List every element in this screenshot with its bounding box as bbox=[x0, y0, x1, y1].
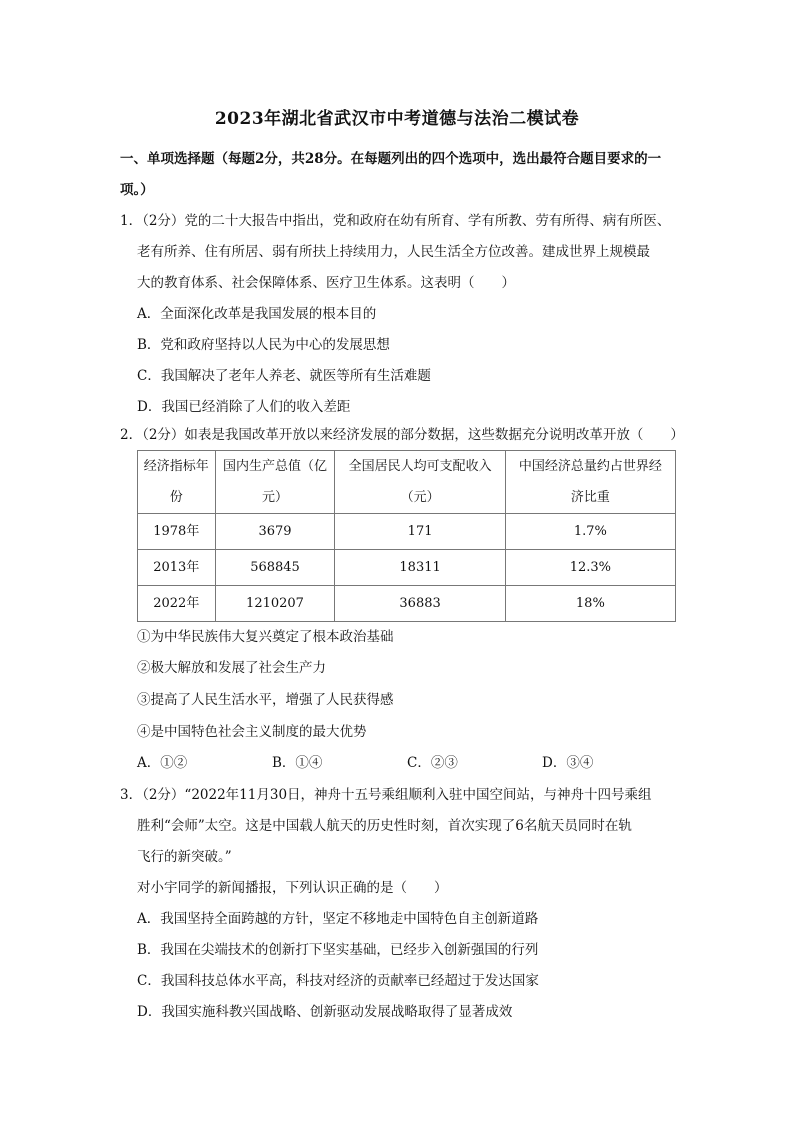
table-cell: 1210207 bbox=[215, 586, 335, 622]
question-1-stem-line-1: 1．（2分）党的二十大报告中指出，党和政府在幼有所育、学有所教、劳有所得、病有所医、 bbox=[120, 213, 671, 229]
question-2-statement-4: ④是中国特色社会主义制度的最大优势 bbox=[137, 724, 367, 740]
table-cell: 18311 bbox=[335, 550, 505, 586]
question-2-option-d: D．③④ bbox=[542, 755, 594, 771]
question-1-stem-line-2: 老有所养、住有所居、弱有所扶上持续用力，人民生活全方位改善。建成世界上规模最 bbox=[137, 244, 650, 260]
table-cell: 171 bbox=[335, 514, 505, 550]
table-cell: 1978年 bbox=[138, 514, 216, 550]
table-header-cell: 全国居民人均可支配收入 （元） bbox=[335, 451, 505, 514]
question-3-stem-line-4: 对小宇同学的新闻播报，下列认识正确的是（ ） bbox=[137, 880, 448, 896]
question-2-options bbox=[137, 748, 677, 779]
question-3-option-d: D．我国实施科教兴国战略、创新驱动发展战略取得了显著成效 bbox=[137, 1004, 513, 1020]
table-cell: 2013年 bbox=[138, 550, 216, 586]
table-header-cell: 国内生产总值（亿 元） bbox=[215, 451, 335, 514]
table-header-cell: 经济指标年 份 bbox=[138, 451, 216, 514]
section-heading: 一、单项选择题（每题2分，共28分。在每题列出的四个选项中，选出最符合题目要求的一项。） bbox=[120, 151, 662, 198]
table-cell: 568845 bbox=[215, 550, 335, 586]
question-1-option-c: C．我国解决了老年人养老、就医等所有生活难题 bbox=[137, 368, 431, 384]
question-3-stem-line-3: 飞行的新突破。” bbox=[137, 849, 232, 865]
table-row bbox=[138, 550, 676, 586]
question-2-option-c: C．②③ bbox=[407, 755, 458, 771]
question-1-option-b: B．党和政府坚持以人民为中心的发展思想 bbox=[137, 337, 390, 353]
table-cell: 18% bbox=[505, 586, 675, 622]
question-3-stem-line-1: 3．（2分）“2022年11月30日，神舟十五号乘组顺利入驻中国空间站，与神舟十四号乘组 bbox=[120, 787, 652, 803]
table-cell: 36883 bbox=[335, 586, 505, 622]
table-row bbox=[138, 514, 676, 550]
table-cell: 1.7% bbox=[505, 514, 675, 550]
question-1-stem-line-3: 大的教育体系、社会保障体系、医疗卫生体系。这表明（ ） bbox=[137, 275, 515, 291]
question-3-stem-line-2: 胜利“会师”太空。这是中国载人航天的历史性时刻，首次实现了6名航天员同时在轨 bbox=[137, 818, 632, 834]
question-2-statement-2: ②极大解放和发展了社会生产力 bbox=[137, 660, 326, 676]
question-2-statement-3: ③提高了人民生活水平，增强了人民获得感 bbox=[137, 692, 394, 708]
question-3 bbox=[120, 780, 680, 904]
table-cell: 2022年 bbox=[138, 586, 216, 622]
question-2-statement-1: ①为中华民族伟大复兴奠定了根本政治基础 bbox=[137, 629, 394, 645]
table-cell: 12.3% bbox=[505, 550, 675, 586]
exam-title: 2023年湖北省武汉市中考道德与法治二模试卷 bbox=[214, 109, 580, 129]
table-header-cell: 中国经济总量约占世界经 济比重 bbox=[505, 451, 675, 514]
question-1 bbox=[120, 206, 680, 299]
table-header-row bbox=[138, 451, 676, 514]
question-2-option-b: B．①④ bbox=[272, 755, 323, 771]
table-cell: 3679 bbox=[215, 514, 335, 550]
question-1-option-a: A．全面深化改革是我国发展的根本目的 bbox=[137, 306, 377, 322]
question-3-option-c: C．我国科技总体水平高，科技对经济的贡献率已经超过于发达国家 bbox=[137, 973, 539, 989]
question-2-stem: 2．（2分）如表是我国改革开放以来经济发展的部分数据，这些数据充分说明改革开放（ ） bbox=[120, 427, 684, 443]
table-row bbox=[138, 586, 676, 622]
question-3-option-a: A．我国坚持全面跨越的方针，坚定不移地走中国特色自主创新道路 bbox=[137, 911, 539, 927]
question-3-option-b: B．我国在尖端技术的创新打下坚实基础，已经步入创新强国的行列 bbox=[137, 942, 539, 958]
question-1-option-d: D．我国已经消除了人们的收入差距 bbox=[137, 399, 351, 415]
question-2-option-a: A．①② bbox=[137, 755, 188, 771]
economic-data-table bbox=[137, 450, 676, 622]
